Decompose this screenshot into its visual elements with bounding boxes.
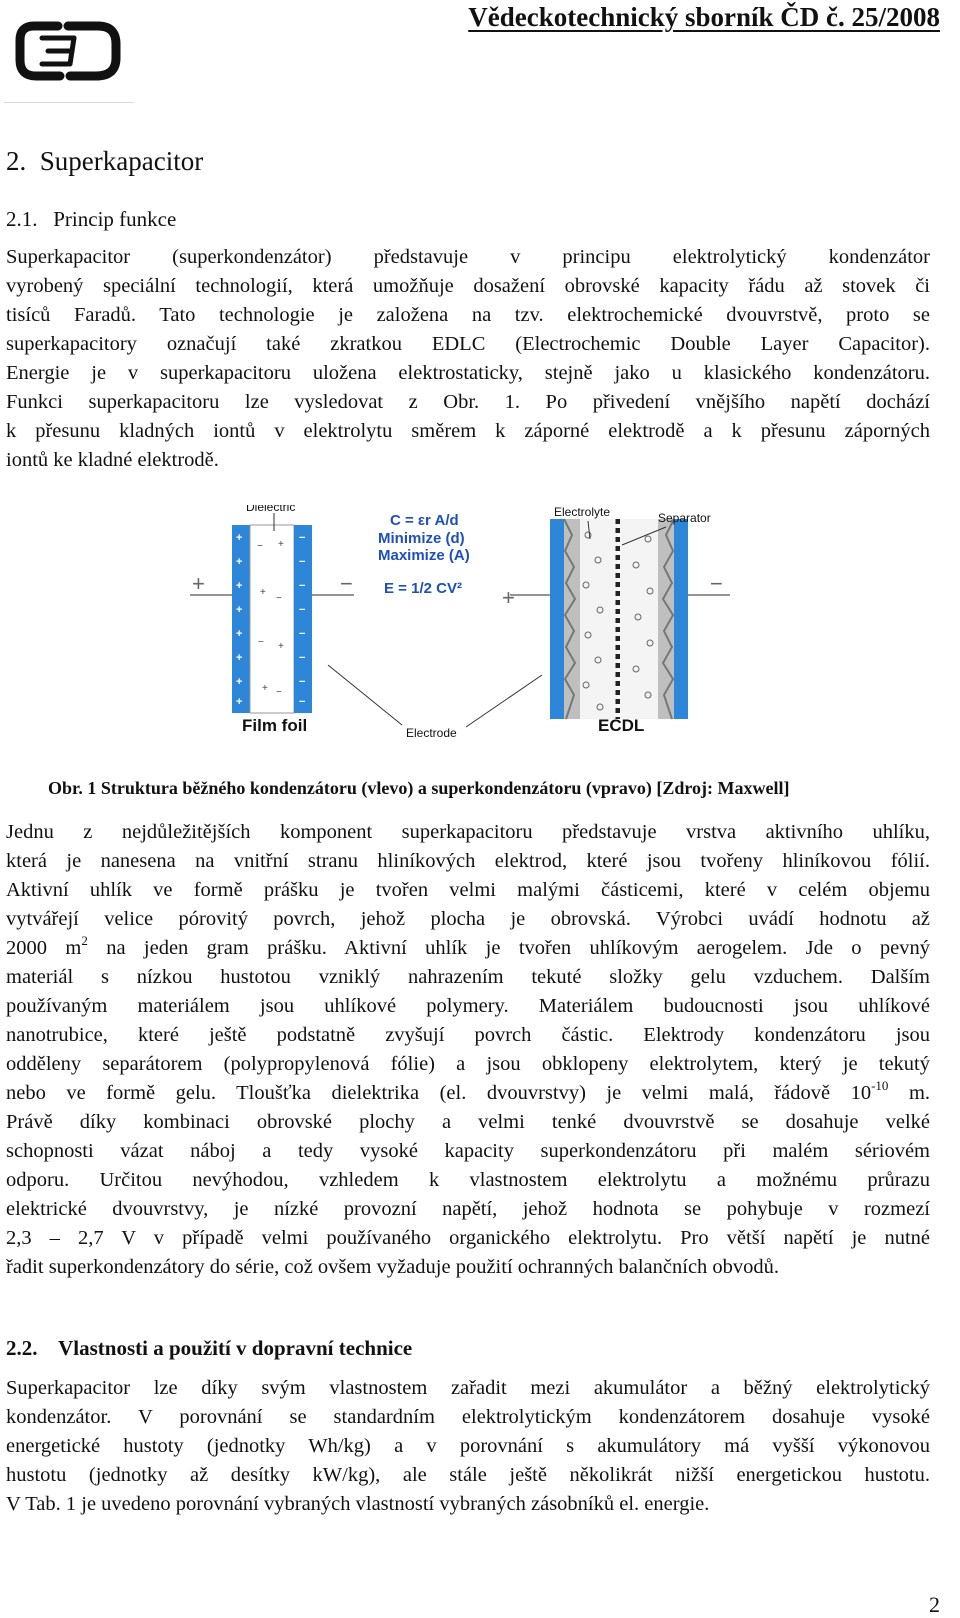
label-dielectric: Dielectric [246, 505, 296, 514]
svg-text:−: − [299, 628, 306, 640]
text-line: 2,3 – 2,7 V v případě velmi používaného organického elektrolytu. Pro větší napětí je nutné [6, 1227, 930, 1249]
label-separator: Separator [658, 510, 711, 525]
svg-text:−: − [299, 556, 306, 568]
text-line [6, 1079, 930, 1108]
logo-divider [4, 102, 134, 103]
section-title: Superkapacitor [39, 146, 204, 176]
text-line: řadit superkondenzátory do série, což ovšem vyžaduje použití ochranných balančních obvodů. [6, 1256, 780, 1278]
cd-logo [8, 6, 132, 102]
right-electrolyte-positive [580, 519, 618, 719]
text-line: schopnosti vázat náboj a tedy vysoké kapacity superkondenzátoru při malém sériovém [6, 1140, 930, 1162]
superscript: -10 [871, 1079, 889, 1093]
svg-text:+: + [236, 628, 243, 640]
subsection-title: Vlastnosti a použití v dopravní technice [58, 1336, 413, 1360]
svg-text:+: + [278, 539, 284, 550]
paragraph-properties [6, 1374, 930, 1519]
text-line: Právě díky kombinaci obrovské plochy a velmi tenké dvouvrstvě se dosahuje velké [6, 1111, 930, 1133]
svg-text:+: + [262, 683, 268, 694]
svg-text:+: + [236, 696, 243, 708]
text-line: odděleny separátorem (polypropylenová fólie) a jsou obklopeny elektrolytem, který je tekutý [6, 1053, 930, 1075]
formula-maximize: Maximize (A) [378, 547, 470, 564]
text-line: energetické hustoty (jednotky Wh/kg) a v porovnání s akumulátory má vyšší výkonovou [6, 1435, 930, 1457]
text-fragment: na jeden gram prášku. Aktivní uhlík je tvořen uhlíkovým aerogelem. Jde o pevný [106, 937, 930, 959]
film-foil-capacitor [190, 505, 354, 735]
text-line: superkapacitory označují také zkratkou EDLC (Electrochemic Double Layer Capacitor). [6, 333, 930, 355]
svg-text:−: − [276, 687, 282, 698]
journal-title: Vědeckotechnický sborník ČD č. 25/2008 [468, 2, 940, 32]
formula-minimize: Minimize (d) [378, 530, 465, 547]
section-number: 2. [6, 146, 27, 176]
right-electrode-positive [550, 519, 564, 719]
svg-text:+: + [236, 676, 243, 688]
text-line: vytvářejí velice pórovitý povrch, jehož plocha je obrovská. Výrobci uvádí hodnotu až [6, 908, 930, 930]
svg-text:+: + [236, 556, 243, 568]
text-line: Funkci superkapacitoru lze vysledovat z Obr. 1. Po přivedení vnějšího napětí dochází [6, 391, 930, 413]
svg-text:+: + [236, 580, 243, 592]
svg-text:−: − [299, 676, 306, 688]
text-line: Aktivní uhlík ve formě prášku je tvořen velmi malými částicemi, které v celém objemu [6, 879, 930, 901]
svg-text:−: − [299, 696, 306, 708]
figure-caption: Obr. 1 Struktura běžného kondenzátoru (vlevo) a superkondenzátoru (vpravo) [Zdroj: Maxwell] [48, 778, 790, 798]
label-ecdl: ECDL [598, 716, 645, 735]
formula-capacitance: C = εr A/d [390, 512, 459, 529]
right-plus-terminal: + [502, 585, 515, 610]
svg-text:+: + [278, 641, 284, 652]
svg-text:−: − [299, 532, 306, 544]
label-electrolyte: Electrolyte [554, 505, 611, 519]
superscript: 2 [81, 934, 88, 948]
svg-text:−: − [299, 604, 306, 616]
text-line: Superkapacitor (superkondenzátor) představuje v principu elektrolytický kondenzátor [6, 246, 930, 268]
right-electrode-negative [674, 519, 688, 719]
text-line: Jednu z nejdůležitějších komponent superkapacitoru představuje vrstva aktivního uhlíku, [6, 821, 930, 843]
text-line: elektrické dvouvrstvy, je nízké provozní napětí, jehož hodnota se pohybuje v rozmezí [6, 1198, 930, 1220]
text-line: materiál s nízkou hustotou vzniklý nahrazením tekuté složky gelu vzduchem. Dalším [6, 966, 930, 988]
left-minus-terminal: − [340, 571, 353, 596]
formula-block [378, 512, 470, 597]
section-heading [6, 146, 203, 177]
text-line: nanotrubice, které ještě podstatně zvyšují povrch částic. Elektrody kondenzátoru jsou [6, 1024, 930, 1046]
text-line: odporu. Určitou nevýhodou, vzhledem k vlastnostem elektrolytu a možnému průrazu [6, 1169, 930, 1191]
text-line: vyrobený speciální technologií, která umožňuje dosažení obrovské kapacity řádu až stovek či [6, 275, 930, 297]
subsection-number: 2.2. [6, 1336, 38, 1360]
text-line: iontů ke kladné elektrodě. [6, 449, 219, 471]
text-line: V Tab. 1 je uvedeno porovnání vybraných vlastností vybraných zásobníků el. energie. [6, 1493, 710, 1515]
svg-text:−: − [299, 652, 306, 664]
svg-text:+: + [236, 652, 243, 664]
svg-text:+: + [260, 587, 266, 598]
text-line: hustotu (jednotky až desítky kW/kg), ale stále ještě několikrát nižší energetickou hustotu. [6, 1464, 930, 1486]
formula-energy: E = 1/2 CV² [384, 580, 462, 597]
right-electrolyte-negative [620, 519, 658, 719]
text-line: k přesunu kladných iontů v elektrolytu směrem k záporné elektrodě a k přesunu záporných [6, 420, 930, 442]
text-fragment: m. [908, 1082, 930, 1104]
text-fragment: 2000 m [6, 937, 82, 959]
page-number: 2 [929, 1592, 940, 1617]
text-line: používaným materiálem jsou uhlíkové polymery. Materiálem budoucnosti jsou uhlíkové [6, 995, 930, 1017]
left-plus-terminal: + [192, 571, 205, 596]
text-line: Energie je v superkapacitoru uložena elektrostaticky, stejně jako u klasického kondenzátoru. [6, 362, 930, 384]
subsection-heading-2 [6, 1336, 412, 1361]
svg-text:−: − [257, 541, 263, 552]
svg-text:+: + [236, 604, 243, 616]
capacitor-diagram [170, 505, 790, 763]
text-line: která je nanesena na vnitřní stranu hliníkových elektrod, které jsou tvořeny hliníkovou fólií. [6, 850, 930, 872]
svg-text:+: + [236, 532, 243, 544]
subsection-number: 2.1. [6, 207, 38, 231]
paragraph-carbon [6, 818, 930, 1282]
ecdl-capacitor [502, 505, 730, 735]
svg-text:−: − [258, 637, 264, 648]
subsection-title: Princip funkce [53, 207, 177, 231]
right-minus-terminal: − [710, 571, 723, 596]
text-line [6, 934, 930, 963]
text-line: Superkapacitor lze díky svým vlastnostem zařadit mezi akumulátor a běžný elektrolytický [6, 1377, 930, 1399]
figure-capacitor-structure [170, 505, 790, 763]
text-line: tisíců Faradů. Tato technologie je založena na tzv. elektrochemické dvouvrstvě, proto se [6, 304, 930, 326]
label-electrode: Electrode [406, 726, 457, 740]
label-film-foil: Film foil [242, 716, 308, 735]
dielectric-layer [250, 525, 294, 713]
cd-logo-icon [8, 6, 132, 102]
paragraph-principle [6, 243, 930, 475]
text-line: kondenzátor. V porovnání se standardním elektrolytickým kondenzátorem dosahuje vysoké [6, 1406, 930, 1428]
svg-text:−: − [299, 580, 306, 592]
subsection-heading-1 [6, 207, 176, 232]
svg-text:−: − [276, 593, 282, 604]
text-fragment: nebo ve formě gelu. Tloušťka dielektrika (el. dvouvrstvy) je velmi malá, řádově 10 [6, 1082, 872, 1104]
